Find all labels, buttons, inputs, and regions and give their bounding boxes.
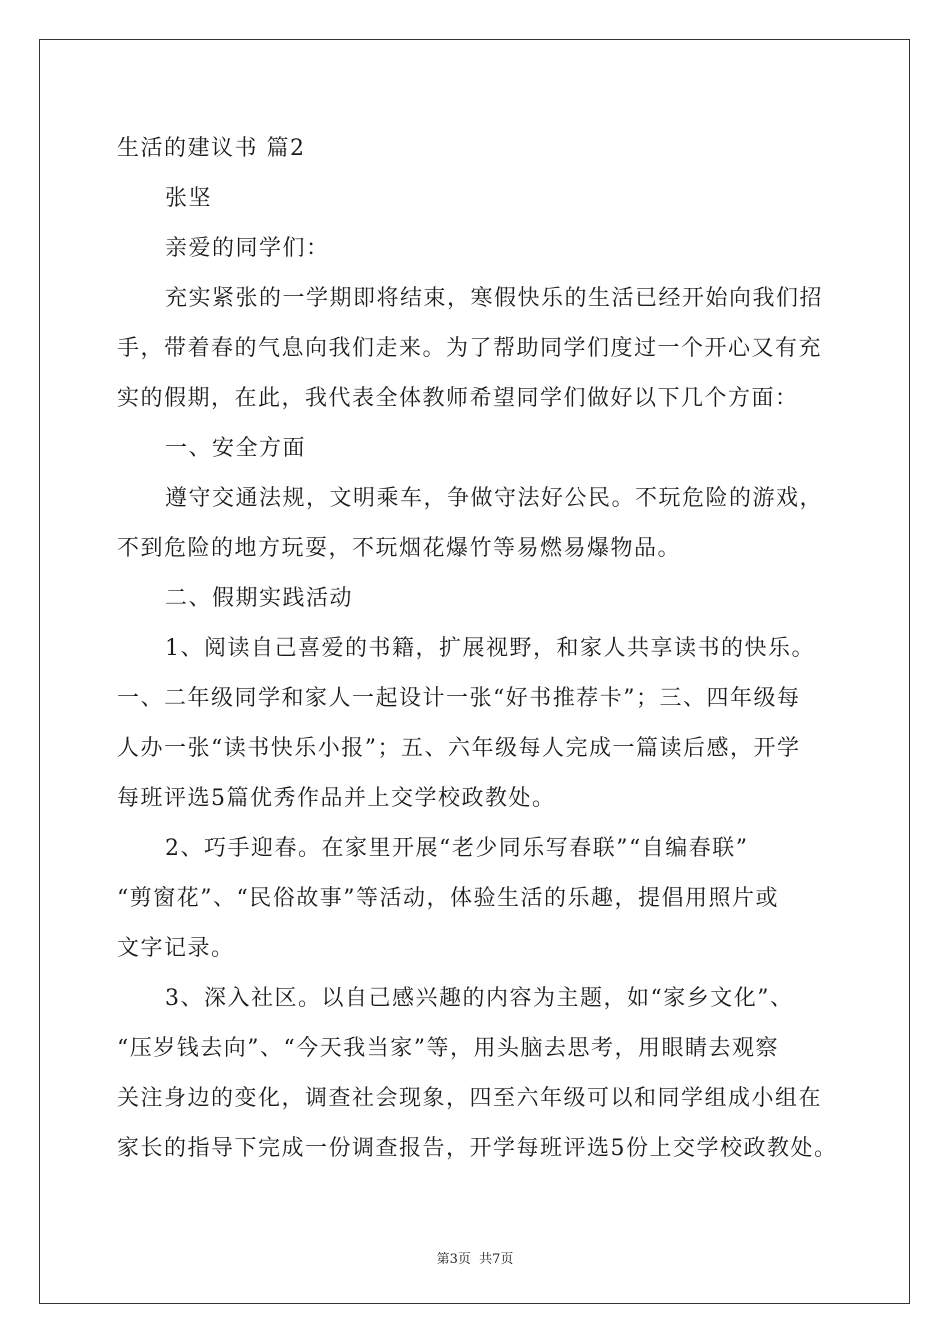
text-line: “剪窗花”、“民俗故事”等活动，体验生活的乐趣，提倡用照片或 [117, 886, 779, 911]
text-line: 关注身边的变化，调查社会现象，四至六年级可以和同学组成小组在 [117, 1086, 823, 1111]
text-line: 不到危险的地方玩耍，不玩烟花爆竹等易燃易爆物品。 [117, 536, 682, 561]
text-line: 文字记录。 [117, 936, 235, 961]
text-line: 二、假期实践活动 [165, 586, 354, 611]
text-line: 遵守交通法规，文明乘车，争做守法好公民。不玩危险的游戏， [165, 486, 824, 511]
text-line: 一、二年级同学和家人一起设计一张“好书推荐卡”；三、四年级每 [117, 686, 801, 711]
page-footer [0, 1248, 950, 1267]
text-line: 每班评选5篇优秀作品并上交学校政教处。 [117, 786, 556, 811]
page-number: 第3页 [436, 1252, 471, 1267]
greeting: 亲爱的同学们： [165, 236, 330, 261]
page-total: 共7页 [479, 1252, 514, 1267]
text-line: 实的假期，在此，我代表全体教师希望同学们做好以下几个方面： [117, 386, 799, 411]
text-line: 2、巧手迎春。在家里开展“老少同乐写春联”“自编春联” [165, 836, 749, 861]
author-name: 张坚 [165, 186, 213, 211]
text-line: 1、阅读自己喜爱的书籍，扩展视野，和家人共享读书的快乐。 [165, 636, 815, 661]
text-line: 一、安全方面 [165, 436, 307, 461]
text-line: 家长的指导下完成一份调查报告，开学每班评选5份上交学校政教处。 [117, 1136, 838, 1161]
text-line: “压岁钱去向”、“今天我当家”等，用头脑去思考，用眼睛去观察 [117, 1036, 779, 1061]
text-line: 人办一张“读书快乐小报”；五、六年级每人完成一篇读后感，开学 [117, 736, 801, 761]
paragraph-lines [117, 274, 839, 1174]
text-line: 3、深入社区。以自己感兴趣的内容为主题，如“家乡文化”、 [165, 986, 794, 1011]
text-line: 手，带着春的气息向我们走来。为了帮助同学们度过一个开心又有充 [117, 336, 823, 361]
document-body [117, 124, 839, 1174]
text-line: 充实紧张的一学期即将结束，寒假快乐的生活已经开始向我们招 [165, 286, 824, 311]
document-title: 生活的建议书 篇2 [117, 136, 306, 161]
